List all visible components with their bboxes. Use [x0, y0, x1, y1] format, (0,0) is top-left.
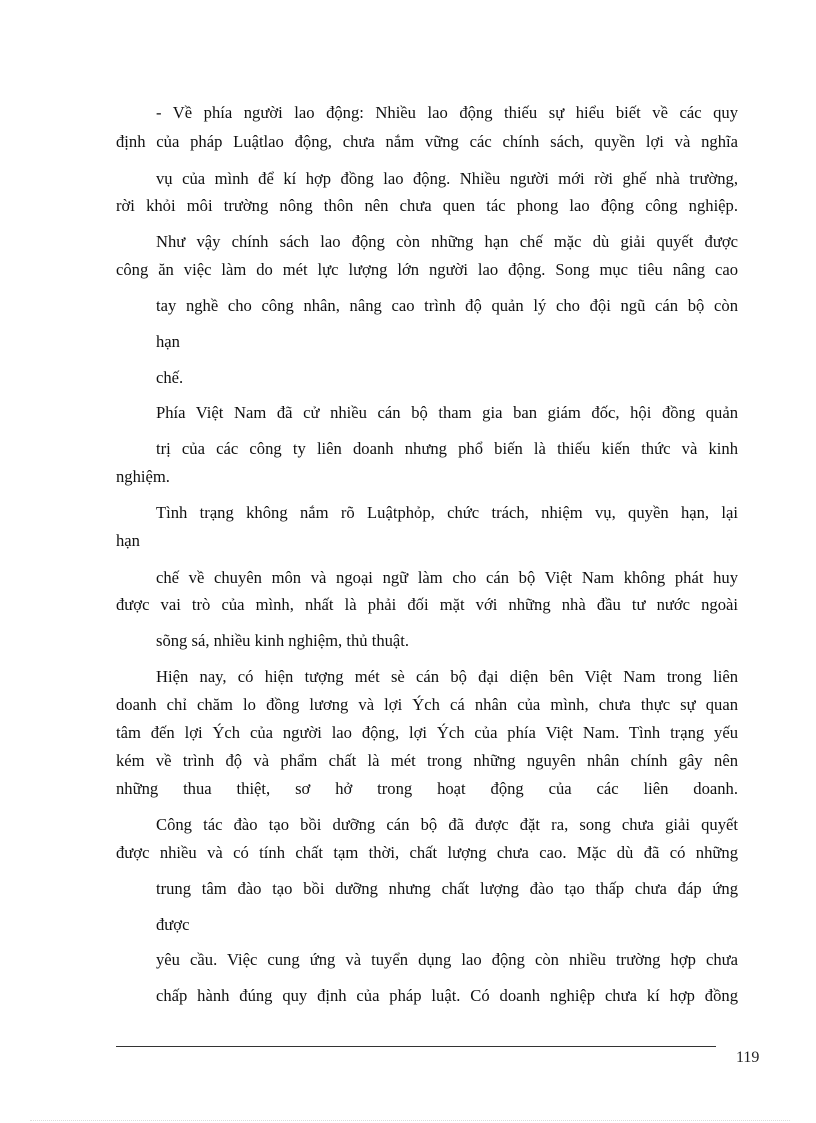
text-line: trung tâm đào tạo bồi dưỡng nhưng chất lượng đào tạo thấp chưa đáp ứng [156, 879, 738, 898]
text-line: chế. [156, 368, 184, 387]
text-line: vụ của mình để kí hợp đồng lao động. Nhiều người mới rời ghế nhà trường, [156, 169, 738, 188]
text-line: những thua thiệt, sơ hở trong hoạt động của các liên doanh. [116, 779, 738, 798]
footer-divider [116, 1046, 716, 1047]
text-line: chấp hành đúng quy định của pháp luật. Có doanh nghiệp chưa kí hợp đồng [156, 986, 738, 1005]
text-line: hạn [116, 531, 140, 550]
text-line: được [156, 915, 190, 934]
text-line: công ăn việc làm do mét lực lượng lớn người lao động. Song mục tiêu nâng cao [116, 260, 738, 279]
text-line: Như vậy chính sách lao động còn những hạn chế mặc dù giải quyết được [156, 232, 738, 251]
text-line: Hiện nay, có hiện tượng mét sè cán bộ đại diện bên Việt Nam trong liên [156, 667, 738, 686]
text-line: Tình trạng không nắm rõ Luậtphỏp, chức trách, nhiệm vụ, quyền hạn, lại [156, 503, 738, 522]
page-number: 119 [736, 1049, 760, 1066]
page-bottom-border [30, 1120, 790, 1121]
text-line: Công tác đào tạo bồi dưỡng cán bộ đã được đặt ra, song chưa giải quyết [156, 815, 738, 834]
text-line: định của pháp Luậtlao động, chưa nắm vững các chính sách, quyền lợi và nghĩa [116, 132, 738, 151]
text-line: chế về chuyên môn và ngoại ngữ làm cho cán bộ Việt Nam không phát huy [156, 568, 738, 587]
text-line: hạn [156, 332, 180, 351]
text-line: doanh chỉ chăm lo đồng lương và lợi Ých cá nhân của mình, chưa thực sự quan [116, 695, 738, 714]
text-line: rời khỏi môi trường nông thôn nên chưa quen tác phong lao động công nghiệp. [116, 196, 738, 215]
text-line: được nhiều và có tính chất tạm thời, chất lượng chưa cao. Mặc dù đã có những [116, 843, 738, 862]
text-line: trị của các công ty liên doanh nhưng phổ biến là thiếu kiến thức và kinh [156, 439, 738, 458]
text-line: được vai trò của mình, nhất là phải đối mặt với những nhà đầu tư nước ngoài [116, 595, 738, 614]
text-line: - Về phía người lao động: Nhiều lao động thiếu sự hiểu biết về các quy [156, 103, 738, 122]
text-line: kém về trình độ và phẩm chất là mét trong những nguyên nhân chính gây nên [116, 751, 738, 770]
text-line: sõng sá, nhiều kinh nghiệm, thủ thuật. [156, 631, 410, 650]
text-line: tay nghề cho công nhân, nâng cao trình độ quản lý cho đội ngũ cán bộ còn [156, 296, 738, 315]
text-line: nghiệm. [116, 467, 170, 486]
text-line: tâm đến lợi Ých của người lao động, lợi Ých của phía Việt Nam. Tình trạng yếu [116, 723, 738, 742]
text-line: Phía Việt Nam đã cử nhiều cán bộ tham gia ban giám đốc, hội đồng quản [156, 403, 738, 422]
text-line: yêu cầu. Việc cung ứng và tuyển dụng lao động còn nhiều trường hợp chưa [156, 950, 738, 969]
